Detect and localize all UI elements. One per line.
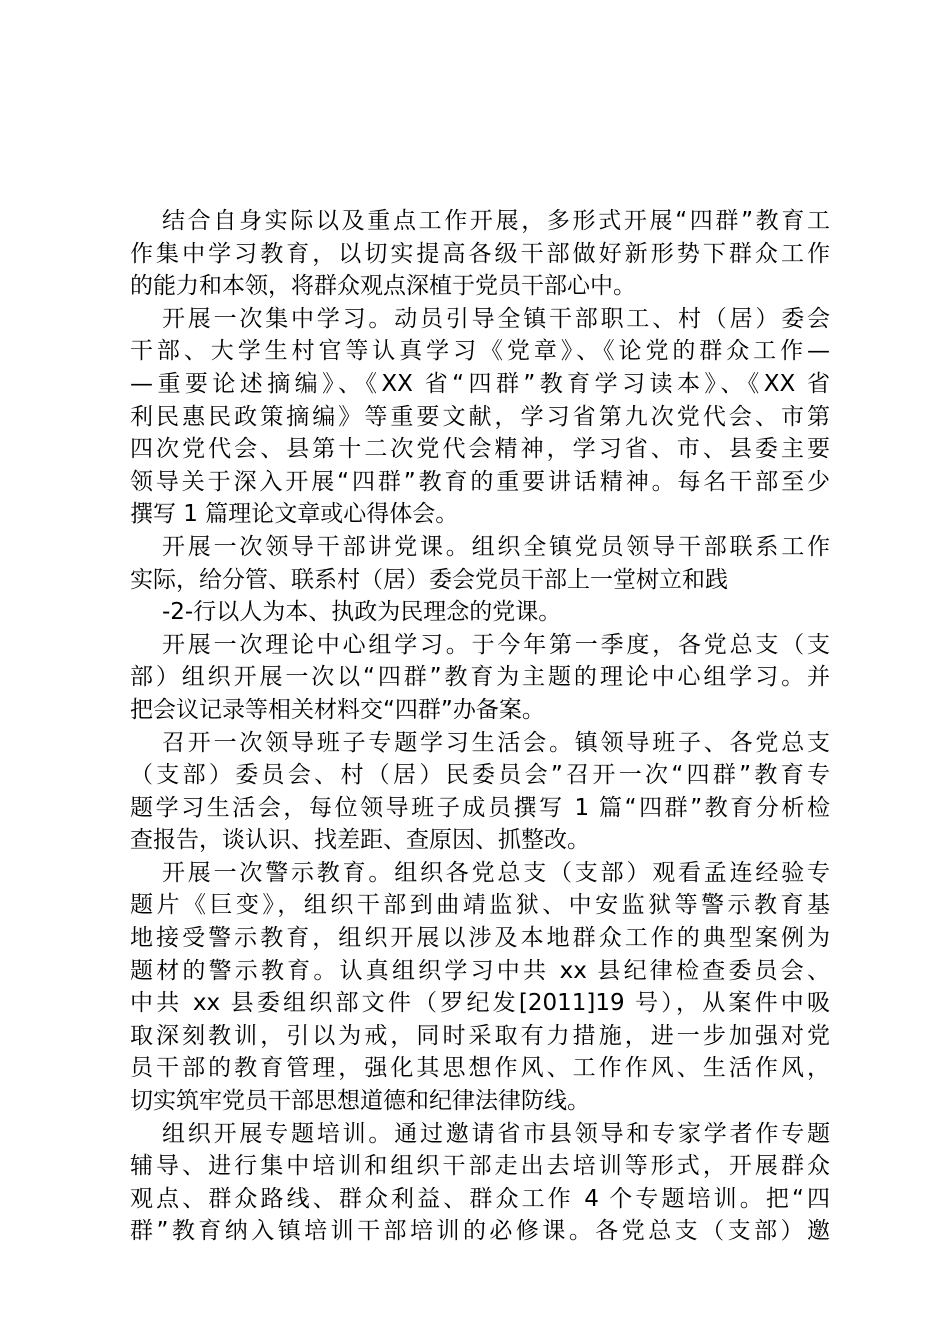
document-line: 中共 xx 县委组织部文件（罗纪发[2011]19 号），从案件中吸 [130,990,830,1017]
document-line: 题学习生活会，每位领导班子成员撰写 1 篇“四群”教育分析检 [130,794,830,821]
document-line: -2-行以人为本、执政为民理念的党课。 [162,599,562,626]
document-line: 切实筑牢党员干部思想道德和纪律法律防线。 [130,1088,590,1115]
document-line: 撰写 1 篇理论文章或心得体会。 [130,501,459,528]
document-line: 作集中学习教育，以切实提高各级干部做好新形势下群众工作 [130,240,830,267]
document-line: 部）组织开展一次以“四群”教育为主题的理论中心组学习。并 [130,664,830,691]
document-line: 把会议记录等相关材料交“四群”办备案。 [130,696,545,723]
document-line: 开展一次警示教育。组织各党总支（支部）观看孟连经验专 [162,859,830,886]
document-line: （支部）委员会、村（居）民委员会”召开一次“四群”教育专 [130,762,830,789]
document-line: —重要论述摘编》、《XX 省“四群”教育学习读本》、《XX 省 [130,370,830,397]
document-line: 利民惠民政策摘编》等重要文献，学习省第九次党代会、市第 [130,403,830,430]
document-line: 召开一次领导班子专题学习生活会。镇领导班子、各党总支 [162,729,830,756]
document-line: 查报告，谈认识、找差距、查原因、抓整改。 [130,827,590,854]
document-line: 群”教育纳入镇培训干部培训的必修课。各党总支（支部）邀 [130,1218,830,1245]
document-line: 四次党代会、县第十二次党代会精神，学习省、市、县委主要 [130,436,830,463]
document-line: 题材的警示教育。认真组织学习中共 xx 县纪律检查委员会、 [130,957,830,984]
document-line: 组织开展专题培训。通过邀请省市县领导和专家学者作专题 [162,1120,830,1147]
document-line: 开展一次集中学习。动员引导全镇干部职工、村（居）委会 [162,305,830,332]
document-line: 开展一次领导干部讲党课。组织全镇党员领导干部联系工作 [162,533,830,560]
document-line: 地接受警示教育，组织开展以涉及本地群众工作的典型案例为 [130,925,830,952]
document-line: 开展一次理论中心组学习。于今年第一季度，各党总支（支 [162,631,830,658]
document-line: 观点、群众路线、群众利益、群众工作 4 个专题培训。把“四 [130,1185,830,1212]
document-line: 结合自身实际以及重点工作开展，多形式开展“四群”教育工 [162,208,830,234]
document-line: 取深刻教训，引以为戒，同时采取有力措施，进一步加强对党 [130,1022,830,1049]
document-line: 员干部的教育管理，强化其思想作风、工作作风、生活作风， [130,1055,830,1082]
document-line: 干部、大学生村官等认真学习《党章》、《论党的群众工作— [130,338,830,365]
document-line: 的能力和本领，将群众观点深植于党员干部心中。 [130,273,636,300]
document-body [130,205,830,1248]
document-line: 领导关于深入开展“四群”教育的重要讲话精神。每名干部至少 [130,468,830,495]
document-line: 辅导、进行集中培训和组织干部走出去培训等形式，开展群众 [130,1153,830,1180]
document-line: 题片《巨变》，组织干部到曲靖监狱、中安监狱等警示教育基 [130,892,830,919]
document-line: 实际，给分管、联系村（居）委会党员干部上一堂树立和践 [130,566,728,593]
